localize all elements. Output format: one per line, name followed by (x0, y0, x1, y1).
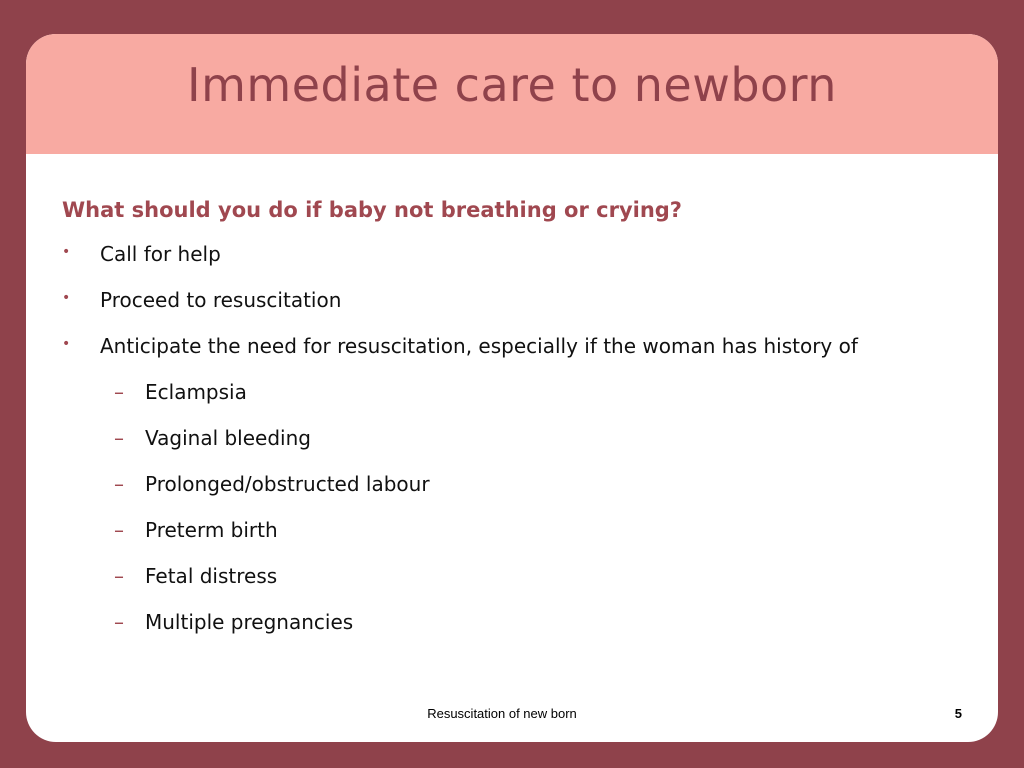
question-heading: What should you do if baby not breathing or crying? (62, 198, 682, 222)
bullet-text: Anticipate the need for resuscitation, especially if the woman has history of (100, 334, 858, 358)
sub-bullet-text: Prolonged/obstructed labour (145, 472, 430, 496)
bullet-text: Call for help (100, 242, 221, 266)
dash-glyph: – (114, 518, 124, 542)
dash-glyph: – (114, 472, 124, 496)
sub-bullet-text: Preterm birth (145, 518, 278, 542)
sub-bullet-text: Eclampsia (145, 380, 247, 404)
sub-bullet-text: Fetal distress (145, 564, 278, 588)
bullet-glyph: • (62, 336, 71, 352)
dash-glyph: – (114, 610, 124, 634)
title-band (26, 34, 998, 154)
bullet-glyph: • (62, 290, 71, 306)
dash-glyph: – (114, 564, 124, 588)
bullet-text: Proceed to resuscitation (100, 288, 342, 312)
bullet-glyph: • (62, 244, 71, 260)
sub-bullet-text: Multiple pregnancies (145, 610, 354, 634)
footer-text: Resuscitation of new born (427, 706, 577, 721)
slide-title: Immediate care to newborn (187, 58, 837, 112)
dash-glyph: – (114, 426, 124, 450)
dash-glyph: – (114, 380, 124, 404)
slide-card (26, 34, 998, 742)
sub-bullet-text: Vaginal bleeding (145, 426, 311, 450)
page-number: 5 (954, 706, 962, 721)
